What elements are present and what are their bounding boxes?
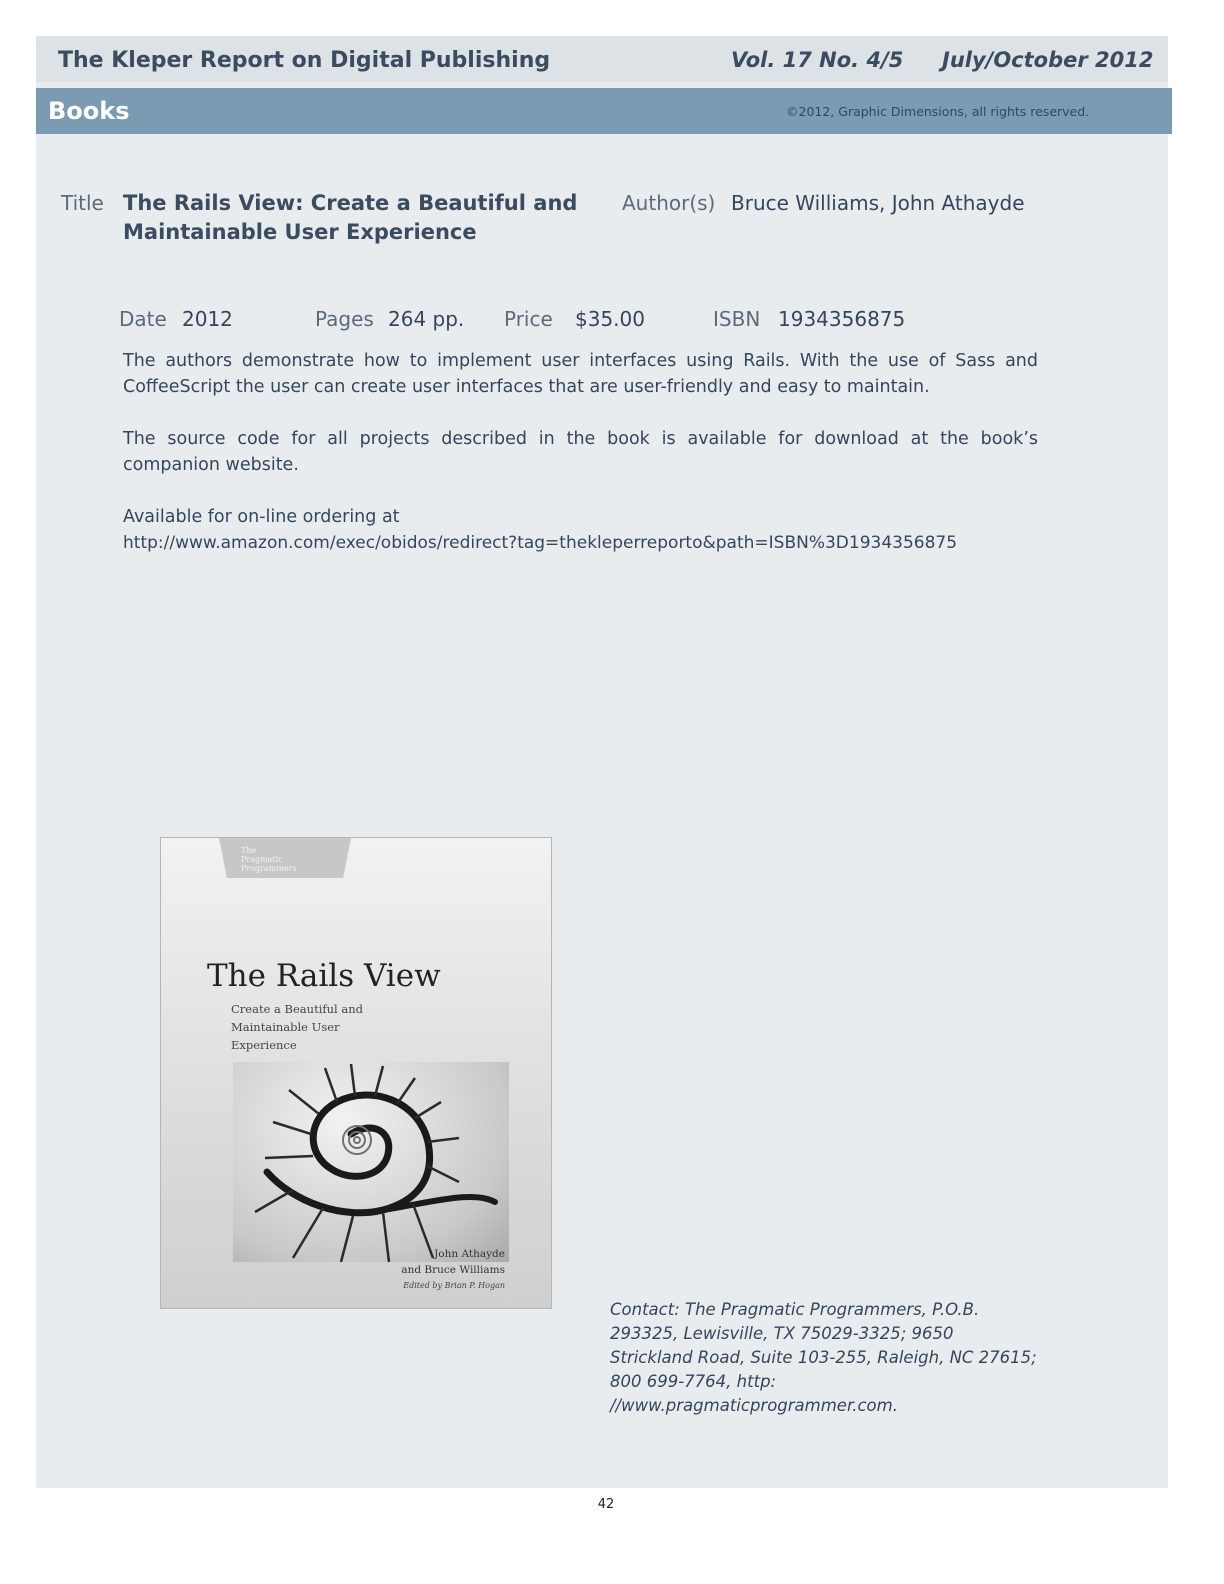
author-label: Author(s)	[622, 191, 716, 215]
book-authors: Bruce Williams, John Athayde	[731, 191, 1025, 215]
ordering-link[interactable]: http://www.amazon.com/exec/obidos/redirect?tag=thekleperreporto&path=ISBN%3D1934356875	[123, 533, 958, 553]
price-label: Price	[504, 307, 553, 331]
issue-date: July/October 2012	[942, 48, 1154, 72]
page-number: 42	[597, 1497, 615, 1512]
title-label: Title	[61, 191, 104, 215]
book-isbn: 1934356875	[778, 307, 906, 331]
book-date: 2012	[182, 307, 233, 331]
section-label: Books	[48, 97, 130, 125]
cover-author-line-2: and Bruce Williams	[401, 1264, 505, 1276]
book-pages: 264 pp.	[388, 307, 465, 331]
cover-publisher: The Pragmatic Programmers	[241, 846, 297, 873]
cover-subtitle: Create a Beautiful and Maintainable User Experience	[231, 1002, 363, 1052]
issue-number: Vol. 17 No. 4/5	[731, 48, 904, 72]
cover-title: The Rails View	[207, 958, 441, 994]
spiral-staircase-photo	[233, 1062, 509, 1262]
cover-author-line-1: John Athayde	[434, 1248, 505, 1260]
publication-title: The Kleper Report on Digital Publishing	[58, 48, 551, 73]
pages-label: Pages	[315, 307, 374, 331]
book-title: The Rails View: Create a Beautiful and Maintainable User Experience	[123, 191, 578, 244]
contact-info: Contact: The Pragmatic Programmers, P.O.B. 293325, Lewisville, TX 75029-3325; 9650 Strickland Road, Suite 103-255, Raleigh, NC 27615; 800 699-7764, http: //www.pragmaticprogrammer.com.	[610, 1300, 1037, 1415]
book-price: $35.00	[575, 307, 645, 331]
book-cover-image	[160, 837, 552, 1309]
cover-editor: Edited by Brian P. Hogan	[403, 1281, 505, 1290]
spiral-staircase-icon	[233, 1062, 509, 1262]
copyright-notice: ©2012, Graphic Dimensions, all rights reserved.	[786, 104, 1090, 119]
isbn-label: ISBN	[713, 307, 761, 331]
description-paragraph-2: The source code for all projects described in the book is available for download at the book’s companion website.	[123, 429, 1038, 475]
ordering-text: Available for on-line ordering at	[123, 507, 400, 527]
date-label: Date	[119, 307, 167, 331]
description-paragraph-1: The authors demonstrate how to implement user interfaces using Rails. With the use of Sass and CoffeeScript the user can create user interfaces that are user-friendly and easy to maintain.	[123, 351, 1038, 397]
section-bar	[36, 88, 1172, 134]
masthead	[36, 36, 1168, 82]
